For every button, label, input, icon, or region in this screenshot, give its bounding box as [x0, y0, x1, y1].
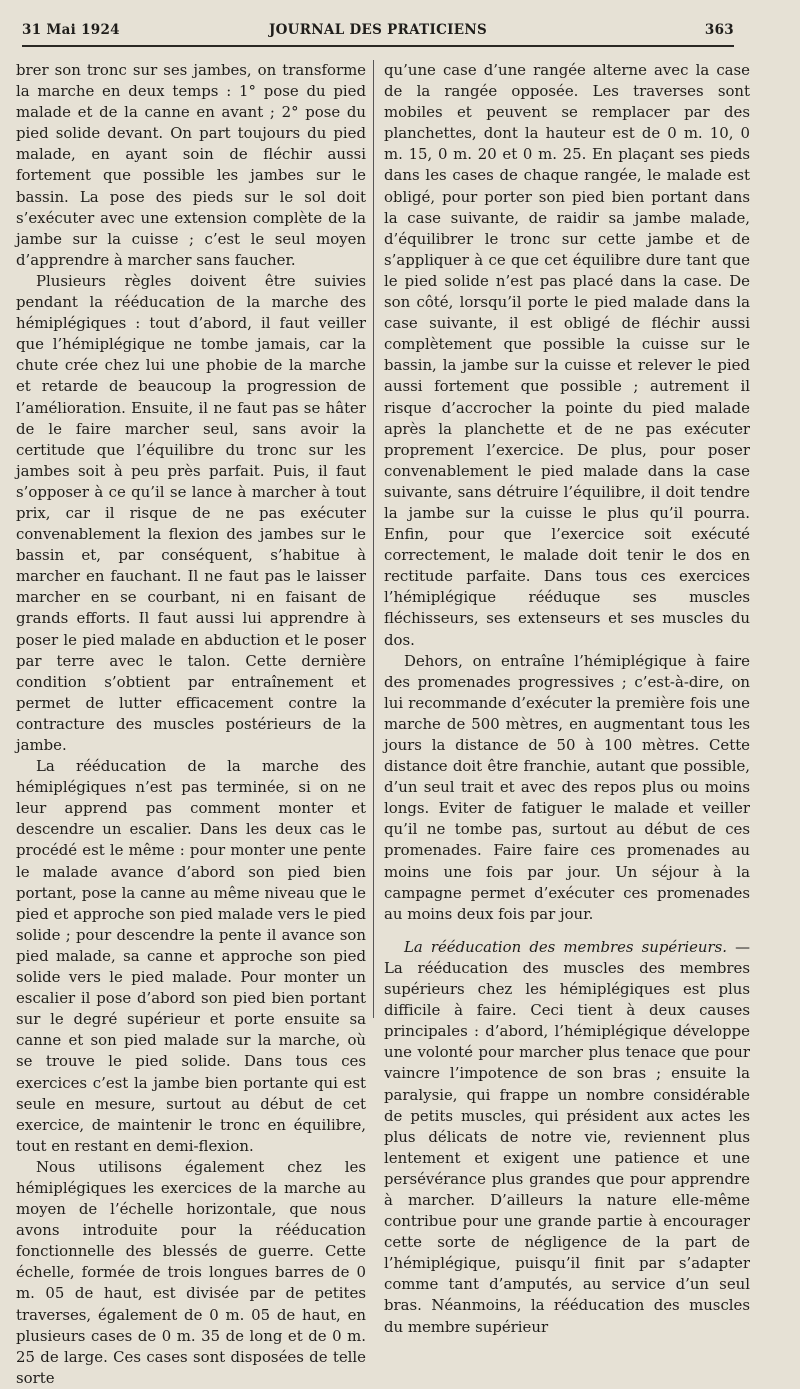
journal-title: JOURNAL DES PRATICIENS [268, 22, 488, 38]
paragraph: brer son tronc sur ses jambes, on transforme la marche en deux temps : 1° pose du pied malade et de la canne en avant ; 2° pose du pied solide devant. On part toujours du pied malade, en ayant soin de fléchir aussi fortement que possible les jambes sur le bassin. La pose des pieds sur le sol doit s’exécuter avec une extension complète de la jambe sur la cuisse ; c’est le seul moyen d’apprendre à marcher sans faucher. [16, 61, 366, 269]
section-heading: La rééducation des membres supérieurs. [404, 937, 728, 956]
paragraph: La rééducation de la marche des hémiplégiques n’est pas terminée, si on ne leur apprend pas comment monter et descendre un escalier. Dans les deux cas le procédé est le même : pour monter une pente le malade avance d’abord son pied bien portant, pose la canne au même niveau que le pied et approche son pied malade vers le pied solide ; pour descendre la pente il avance son pied malade, sa canne et approche son pied solide vers le pied malade. Pour monter un escalier il pose d’abord son pied bien portant sur le degré supérieur et porte ensuite sa canne et son pied malade sur la marche, où se trouve le pied solide. Dans tous ces exercices c’est la jambe bien portante qui est seule en mesure, surtout au début de cet exercice, de maintenir le tronc en équilibre, tout en restant en demi-flexion. [16, 757, 366, 1155]
section-paragraph [384, 937, 750, 1338]
header-rule [22, 45, 734, 47]
left-column [16, 60, 366, 1389]
page-number: 363 [704, 22, 734, 38]
paragraph: Dehors, on entraîne l’hémiplégique à faire des promenades progressives ; c’est-à-dire, on lui recommande d’exécuter la première fois une marche de 500 mètres, en augmentant tous les jours la distance de 50 à 100 mètres. Cette distance doit être franchie, autant que possible, d’un seul trait et avec des repos plus ou moins longs. Eviter de fatiguer le malade et veiller qu’il ne tombe pas, surtout au début de ces promenades. Faire faire ces promenades au moins une fois par jour. Un séjour à la campagne permet d’exécuter ces promenades au moins deux fois par jour. [384, 651, 750, 923]
right-column [384, 60, 750, 1338]
column-divider [373, 60, 374, 1018]
paragraph: Nous utilisons également chez les hémiplégiques les exercices de la marche au moyen de l’échelle horizontale, que nous avons introduite pour la rééducation fonctionnelle des blessés de guerre. Cette échelle, formée de trois longues barres de 0 m. 05 de haut, est divisée par de petites traverses, également de 0 m. 05 de haut, en plusieurs cases de 0 m. 35 de long et de 0 m. 25 de large. Ces cases sont disposées de telle sorte [16, 1157, 366, 1387]
running-header [22, 22, 734, 44]
paragraph: Plusieurs règles doivent être suivies pendant la rééducation de la marche des hémiplégiques : tout d’abord, il faut veiller que l’hémiplégique ne tombe jamais, car la chute crée chez lui une phobie de la marche et retarde de beaucoup la progression de l’amélioration. Ensuite, il ne faut pas se hâter de le faire marcher seul, sans avoir la certitude que l’équilibre du tronc sur les jambes soit à peu près parfait. Puis, il faut s’opposer à ce qu’il se lance à marcher à tout prix, car il risque de ne pas exécuter convenablement la flexion des jambes sur le bassin et, par conséquent, s’habitue à marcher en fauchant. Il ne faut pas le laisser marcher en se courbant, ni en faisant de grands efforts. Il faut aussi lui apprendre à poser le pied malade en abduction et le poser par terre avec le talon. Cette dernière condition s’obtient par entraînement et permet de lutter efficacement contre la contracture des muscles postérieurs de la jambe. [16, 271, 366, 754]
issue-date: 31 Mai 1924 [22, 22, 120, 38]
section-text: — La rééducation des muscles des membres supérieurs chez les hémiplégiques est plus difficile à faire. Ceci tient à deux causes principales : d’abord, l’hémiplégique développe une volonté pour marcher plus tenace que pour vaincre l’impotence de son bras ; ensuite la paralysie, qui frappe un nombre considérable de petits muscles, qui président aux actes les plus délicats de notre vie, reviennent plus lentement et exigent une patience et une persévérance plus grandes que pour apprendre à marcher. D’ailleurs la nature elle-même contribue pour une grande partie à encourager cette sorte de négligence de la part de l’hémiplégique, puisqu’il finit par s’adapter comme tant d’amputés, au service d’un seul bras. Néanmoins, la rééducation des muscles du membre supérieur [384, 937, 750, 1336]
paragraph: qu’une case d’une rangée alterne avec la case de la rangée opposée. Les traverses sont mobiles et peuvent se remplacer par des planchettes, dont la hauteur est de 0 m. 10, 0 m. 15, 0 m. 20 et 0 m. 25. En plaçant ses pieds dans les cases de chaque rangée, le malade est obligé, pour porter son pied bien portant dans la case suivante, de raidir sa jambe malade, d’équilibrer le tronc sur cette jambe et de s’appliquer à ce que cet équilibre dure tant que le pied solide n’est pas placé dans la case. De son côté, lorsqu’il porte le pied malade dans la case suivante, il est obligé de fléchir aussi complètement que possible la cuisse sur le bassin, la jambe sur la cuisse et relever le pied aussi fortement que possible ; autrement il risque d’accrocher la pointe du pied malade après la planchette et de ne pas exécuter proprement l’exercice. De plus, pour poser convenablement le pied malade dans la case suivante, sans détruire l’équilibre, il doit tendre la jambe sur la cuisse le plus qu’il pourra. Enfin, pour que l’exercice soit exécuté correctement, le malade doit tenir le dos en rectitude parfaite. Dans tous ces exercices l’hémiplégique rééduque ses muscles fléchisseurs, ses extenseurs et ses muscles du dos. [384, 61, 750, 649]
